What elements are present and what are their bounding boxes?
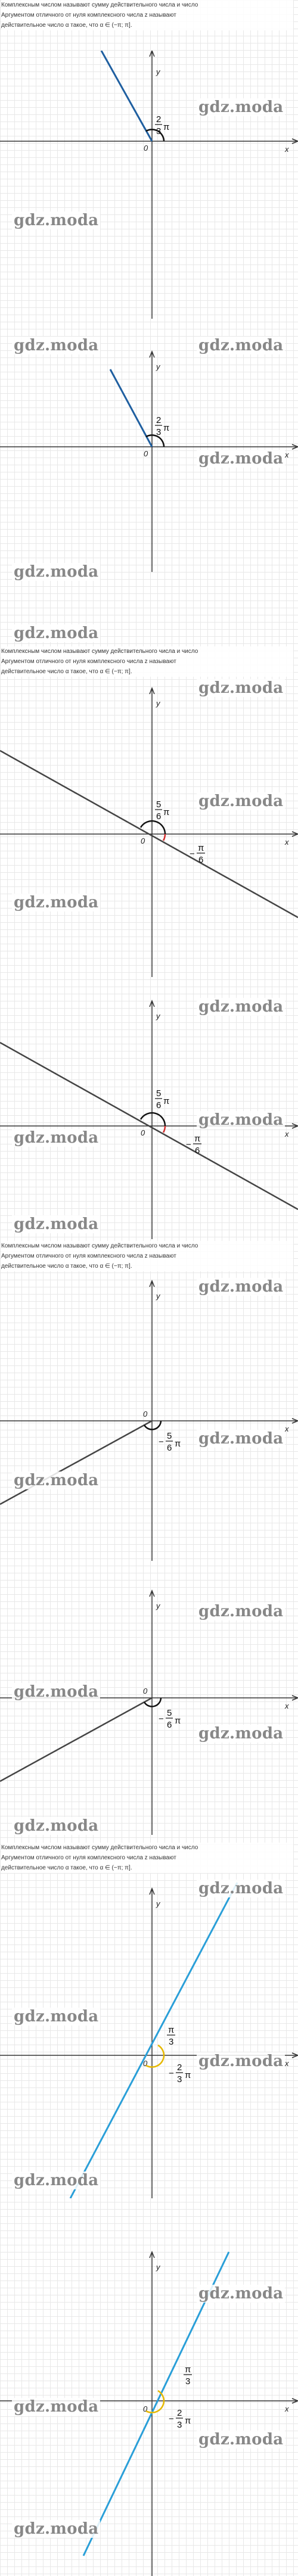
angle-num-2: 2 bbox=[177, 2062, 182, 2073]
graph-svg-1 bbox=[0, 51, 298, 319]
angle-den: 6 bbox=[156, 1100, 162, 1110]
x-axis-label: x bbox=[285, 1424, 289, 1433]
y-axis-label: y bbox=[156, 1012, 160, 1021]
graph-svg-2 bbox=[0, 322, 298, 572]
watermark: gdz.moda bbox=[12, 1817, 100, 1835]
y-axis-label: y bbox=[156, 67, 160, 76]
ray-line bbox=[0, 1421, 152, 1504]
angle-pi: π bbox=[185, 2070, 191, 2080]
angle-num: 2 bbox=[156, 114, 162, 125]
watermark: gdz.moda bbox=[197, 98, 285, 116]
graph-panel-4 bbox=[0, 977, 298, 1239]
x-axis-label: x bbox=[285, 2059, 289, 2068]
angle-arc bbox=[144, 1698, 161, 1707]
angle-minus: − bbox=[159, 1437, 164, 1447]
y-axis-label: y bbox=[156, 1601, 160, 1610]
ray-line bbox=[0, 1698, 152, 1781]
intro-line-3: действительное число α такое, что α ∈ (−π; π]. bbox=[1, 22, 132, 29]
watermark: gdz.moda bbox=[197, 1880, 285, 1897]
graph-panel-2 bbox=[0, 322, 298, 572]
watermark: gdz.moda bbox=[197, 1278, 285, 1296]
angle-minus: − bbox=[186, 1140, 191, 1150]
watermark: gdz.moda bbox=[197, 679, 285, 697]
graph-svg-5 bbox=[0, 1275, 298, 1561]
angle-den: 3 bbox=[185, 2376, 191, 2387]
watermark: gdz.moda bbox=[12, 624, 100, 642]
intro-line-3: действительное число α такое, что α ∈ (−π; π]. bbox=[1, 668, 132, 675]
angle-num: 5 bbox=[167, 1431, 172, 1441]
angle-arc-negative bbox=[163, 834, 165, 841]
angle-pi: π bbox=[163, 807, 170, 817]
angle-num: 5 bbox=[156, 799, 162, 810]
intro-line-3: действительное число α такое, что α ∈ (−π; π]. bbox=[1, 1263, 132, 1270]
graph-svg-4 bbox=[0, 977, 298, 1239]
angle-arc-positive bbox=[158, 2045, 164, 2055]
origin-label: 0 bbox=[144, 449, 148, 458]
x-axis-label: x bbox=[285, 2404, 289, 2413]
angle-arc-negative bbox=[163, 1126, 165, 1133]
angle-minus: − bbox=[159, 1714, 164, 1724]
angle-den-2: 6 bbox=[195, 1146, 200, 1156]
watermark: gdz.moda bbox=[12, 894, 100, 911]
watermark: gdz.moda bbox=[197, 1111, 285, 1129]
angle-den-2: 6 bbox=[198, 855, 204, 865]
angle-minus: − bbox=[169, 2414, 174, 2424]
angle-den-2: 3 bbox=[177, 2420, 182, 2430]
angle-minus: − bbox=[190, 849, 195, 859]
angle-pi: π bbox=[175, 1716, 181, 1726]
angle-num-2: π bbox=[198, 843, 204, 853]
origin-label: 0 bbox=[143, 2404, 148, 2413]
graph-svg-7 bbox=[0, 1877, 298, 2198]
watermark: gdz.moda bbox=[12, 1683, 100, 1701]
intro-line-2: Аргументом отличного от нуля комплексного числа z называют bbox=[1, 1253, 176, 1259]
x-axis-label: x bbox=[285, 450, 289, 459]
angle-den: 6 bbox=[167, 1443, 172, 1453]
watermark: gdz.moda bbox=[197, 2431, 285, 2449]
watermark: gdz.moda bbox=[12, 2008, 100, 2026]
angle-den: 3 bbox=[169, 2037, 174, 2047]
intro-line-1: Комплексным числом называют сумму действительного числа и число bbox=[1, 1243, 198, 1249]
x-axis-label: x bbox=[285, 838, 289, 847]
watermark: gdz.moda bbox=[12, 1215, 100, 1233]
watermark: gdz.moda bbox=[12, 2171, 100, 2189]
watermark: gdz.moda bbox=[12, 2520, 100, 2538]
watermark: gdz.moda bbox=[12, 563, 100, 581]
angle-pi: π bbox=[163, 122, 170, 132]
graph-svg-3 bbox=[0, 679, 298, 977]
angle-den: 3 bbox=[156, 427, 162, 437]
intro-line-3: действительное число α такое, что α ∈ (−π; π]. bbox=[1, 1865, 132, 1871]
intro-text-3 bbox=[1, 1241, 293, 1271]
angle-pi: π bbox=[163, 423, 170, 433]
angle-num: 2 bbox=[156, 415, 162, 425]
ray-line bbox=[110, 369, 152, 447]
origin-label: 0 bbox=[143, 1410, 148, 1418]
angle-den: 6 bbox=[167, 1720, 172, 1730]
angle-pi: π bbox=[163, 1096, 170, 1106]
intro-line-2: Аргументом отличного от нуля комплексного числа z называют bbox=[1, 658, 176, 665]
origin-label: 0 bbox=[143, 2059, 148, 2068]
watermark: gdz.moda bbox=[197, 1603, 285, 1620]
ray-line bbox=[101, 51, 152, 141]
watermark: gdz.moda bbox=[197, 1725, 285, 1743]
origin-label: 0 bbox=[141, 836, 145, 845]
intro-line-1: Комплексным числом называют сумму действительного числа и число bbox=[1, 648, 198, 655]
x-axis-label: x bbox=[285, 1701, 289, 1710]
origin-label: 0 bbox=[144, 144, 148, 153]
angle-arc-negative bbox=[146, 2055, 164, 2067]
graph-panel-7 bbox=[0, 1877, 298, 2198]
graph-panel-1 bbox=[0, 51, 298, 319]
watermark: gdz.moda bbox=[197, 1430, 285, 1448]
intro-text-4 bbox=[1, 1843, 293, 1873]
watermark: gdz.moda bbox=[12, 337, 100, 354]
origin-label: 0 bbox=[141, 1128, 145, 1137]
watermark: gdz.moda bbox=[12, 211, 100, 229]
watermark: gdz.moda bbox=[197, 2052, 285, 2070]
x-axis-label: x bbox=[285, 1130, 289, 1138]
angle-den: 6 bbox=[156, 811, 162, 822]
angle-pi: π bbox=[175, 1439, 181, 1449]
watermark: gdz.moda bbox=[12, 1471, 100, 1489]
y-axis-label: y bbox=[156, 699, 160, 708]
watermark: gdz.moda bbox=[197, 337, 285, 354]
angle-num: 5 bbox=[156, 1088, 162, 1099]
intro-line-1: Комплексным числом называют сумму действительного числа и число bbox=[1, 2, 198, 8]
angle-num: π bbox=[168, 2025, 175, 2035]
watermark: gdz.moda bbox=[197, 998, 285, 1016]
watermark: gdz.moda bbox=[197, 450, 285, 468]
watermark: gdz.moda bbox=[12, 2398, 100, 2416]
line-through-origin bbox=[70, 1883, 237, 2198]
intro-line-1: Комплексным числом называют сумму действительного числа и число bbox=[1, 1844, 198, 1851]
angle-den-2: 3 bbox=[177, 2074, 182, 2085]
angle-minus: − bbox=[169, 2068, 174, 2079]
y-axis-label: y bbox=[156, 362, 160, 371]
intro-line-2: Аргументом отличного от нуля комплексного числа z называют bbox=[1, 1855, 176, 1861]
origin-label: 0 bbox=[143, 1687, 148, 1695]
watermark: gdz.moda bbox=[197, 2285, 285, 2303]
intro-line-2: Аргументом отличного от нуля комплексного числа z называют bbox=[1, 12, 176, 18]
angle-num-2: 2 bbox=[177, 2408, 182, 2418]
angle-den: 3 bbox=[156, 126, 162, 136]
watermark: gdz.moda bbox=[197, 792, 285, 810]
watermark: gdz.moda bbox=[12, 1129, 100, 1147]
angle-num-2: π bbox=[194, 1134, 201, 1144]
y-axis-label: y bbox=[156, 1899, 160, 1908]
intro-text-1 bbox=[1, 0, 293, 30]
angle-arc bbox=[144, 1421, 161, 1430]
intro-text-2 bbox=[1, 646, 293, 677]
angle-num: π bbox=[185, 2365, 191, 2375]
angle-num: 5 bbox=[167, 1708, 172, 1718]
y-axis-label: y bbox=[156, 2263, 160, 2272]
graph-panel-5 bbox=[0, 1275, 298, 1561]
y-axis-label: y bbox=[156, 1292, 160, 1301]
graph-panel-3 bbox=[0, 679, 298, 977]
x-axis-label: x bbox=[285, 145, 289, 154]
angle-pi: π bbox=[185, 2416, 191, 2426]
